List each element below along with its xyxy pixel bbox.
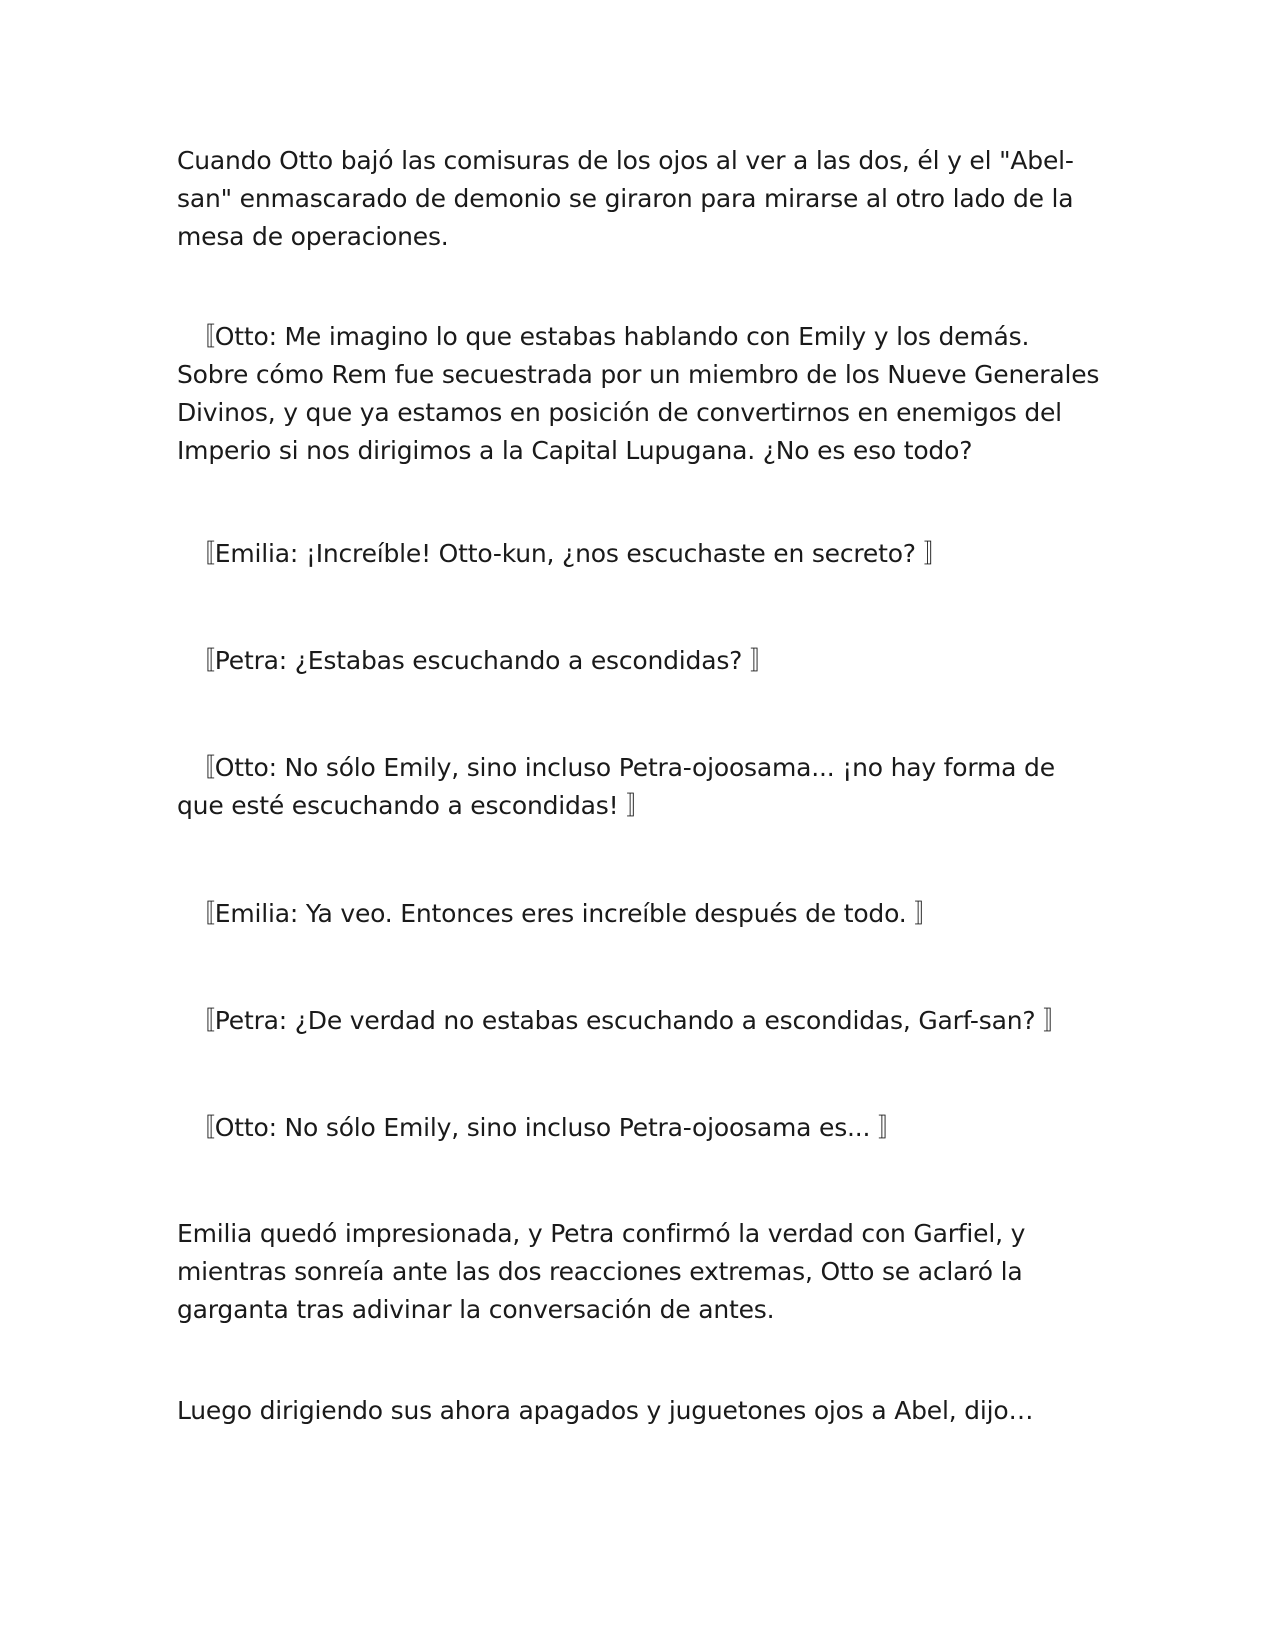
- paragraph-narration-1: Cuando Otto bajó las comisuras de los ojos al ver a las dos, él y el "Abel-san" enmascarado de demonio se giraron para mirarse al otro lado de la mesa de operaciones.: [177, 146, 1074, 251]
- paragraph-dialogue-emilia-2: 〚Emilia: Ya veo. Entonces eres increíble después de todo. 〛: [190, 899, 940, 928]
- paragraph-dialogue-emilia-1: 〚Emilia: ¡Increíble! Otto-kun, ¿nos escuchaste en secreto? 〛: [190, 539, 949, 568]
- paragraph-narration-3: Luego dirigiendo sus ahora apagados y juguetones ojos a Abel, dijo…: [177, 1396, 1034, 1425]
- paragraph-dialogue-otto-1: 〚Otto: Me imagino lo que estabas hablando con Emily y los demás. Sobre cómo Rem fue secuestrada por un miembro de los Nueve Generales Divinos, y que ya estamos en posición de convertirnos en enemigos del Imperio si nos dirigimos a la Capital Lupugana. ¿No es eso todo?: [177, 322, 1100, 465]
- paragraph-narration-2: Emilia quedó impresionada, y Petra confirmó la verdad con Garfiel, y mientras sonreía ante las dos reacciones extremas, Otto se aclaró la garganta tras adivinar la conversación de antes.: [177, 1219, 1026, 1324]
- paragraph-dialogue-otto-3: 〚Otto: No sólo Emily, sino incluso Petra-ojoosama es... 〛: [190, 1113, 903, 1142]
- paragraph-dialogue-petra-2: 〚Petra: ¿De verdad no estabas escuchando a escondidas, Garf-san? 〛: [190, 1006, 1068, 1035]
- paragraph-dialogue-otto-2: 〚Otto: No sólo Emily, sino incluso Petra-ojoosama... ¡no hay forma de que esté escuchando a escondidas! 〛: [177, 753, 1055, 820]
- paragraph-dialogue-petra-1: 〚Petra: ¿Estabas escuchando a escondidas? 〛: [190, 646, 775, 675]
